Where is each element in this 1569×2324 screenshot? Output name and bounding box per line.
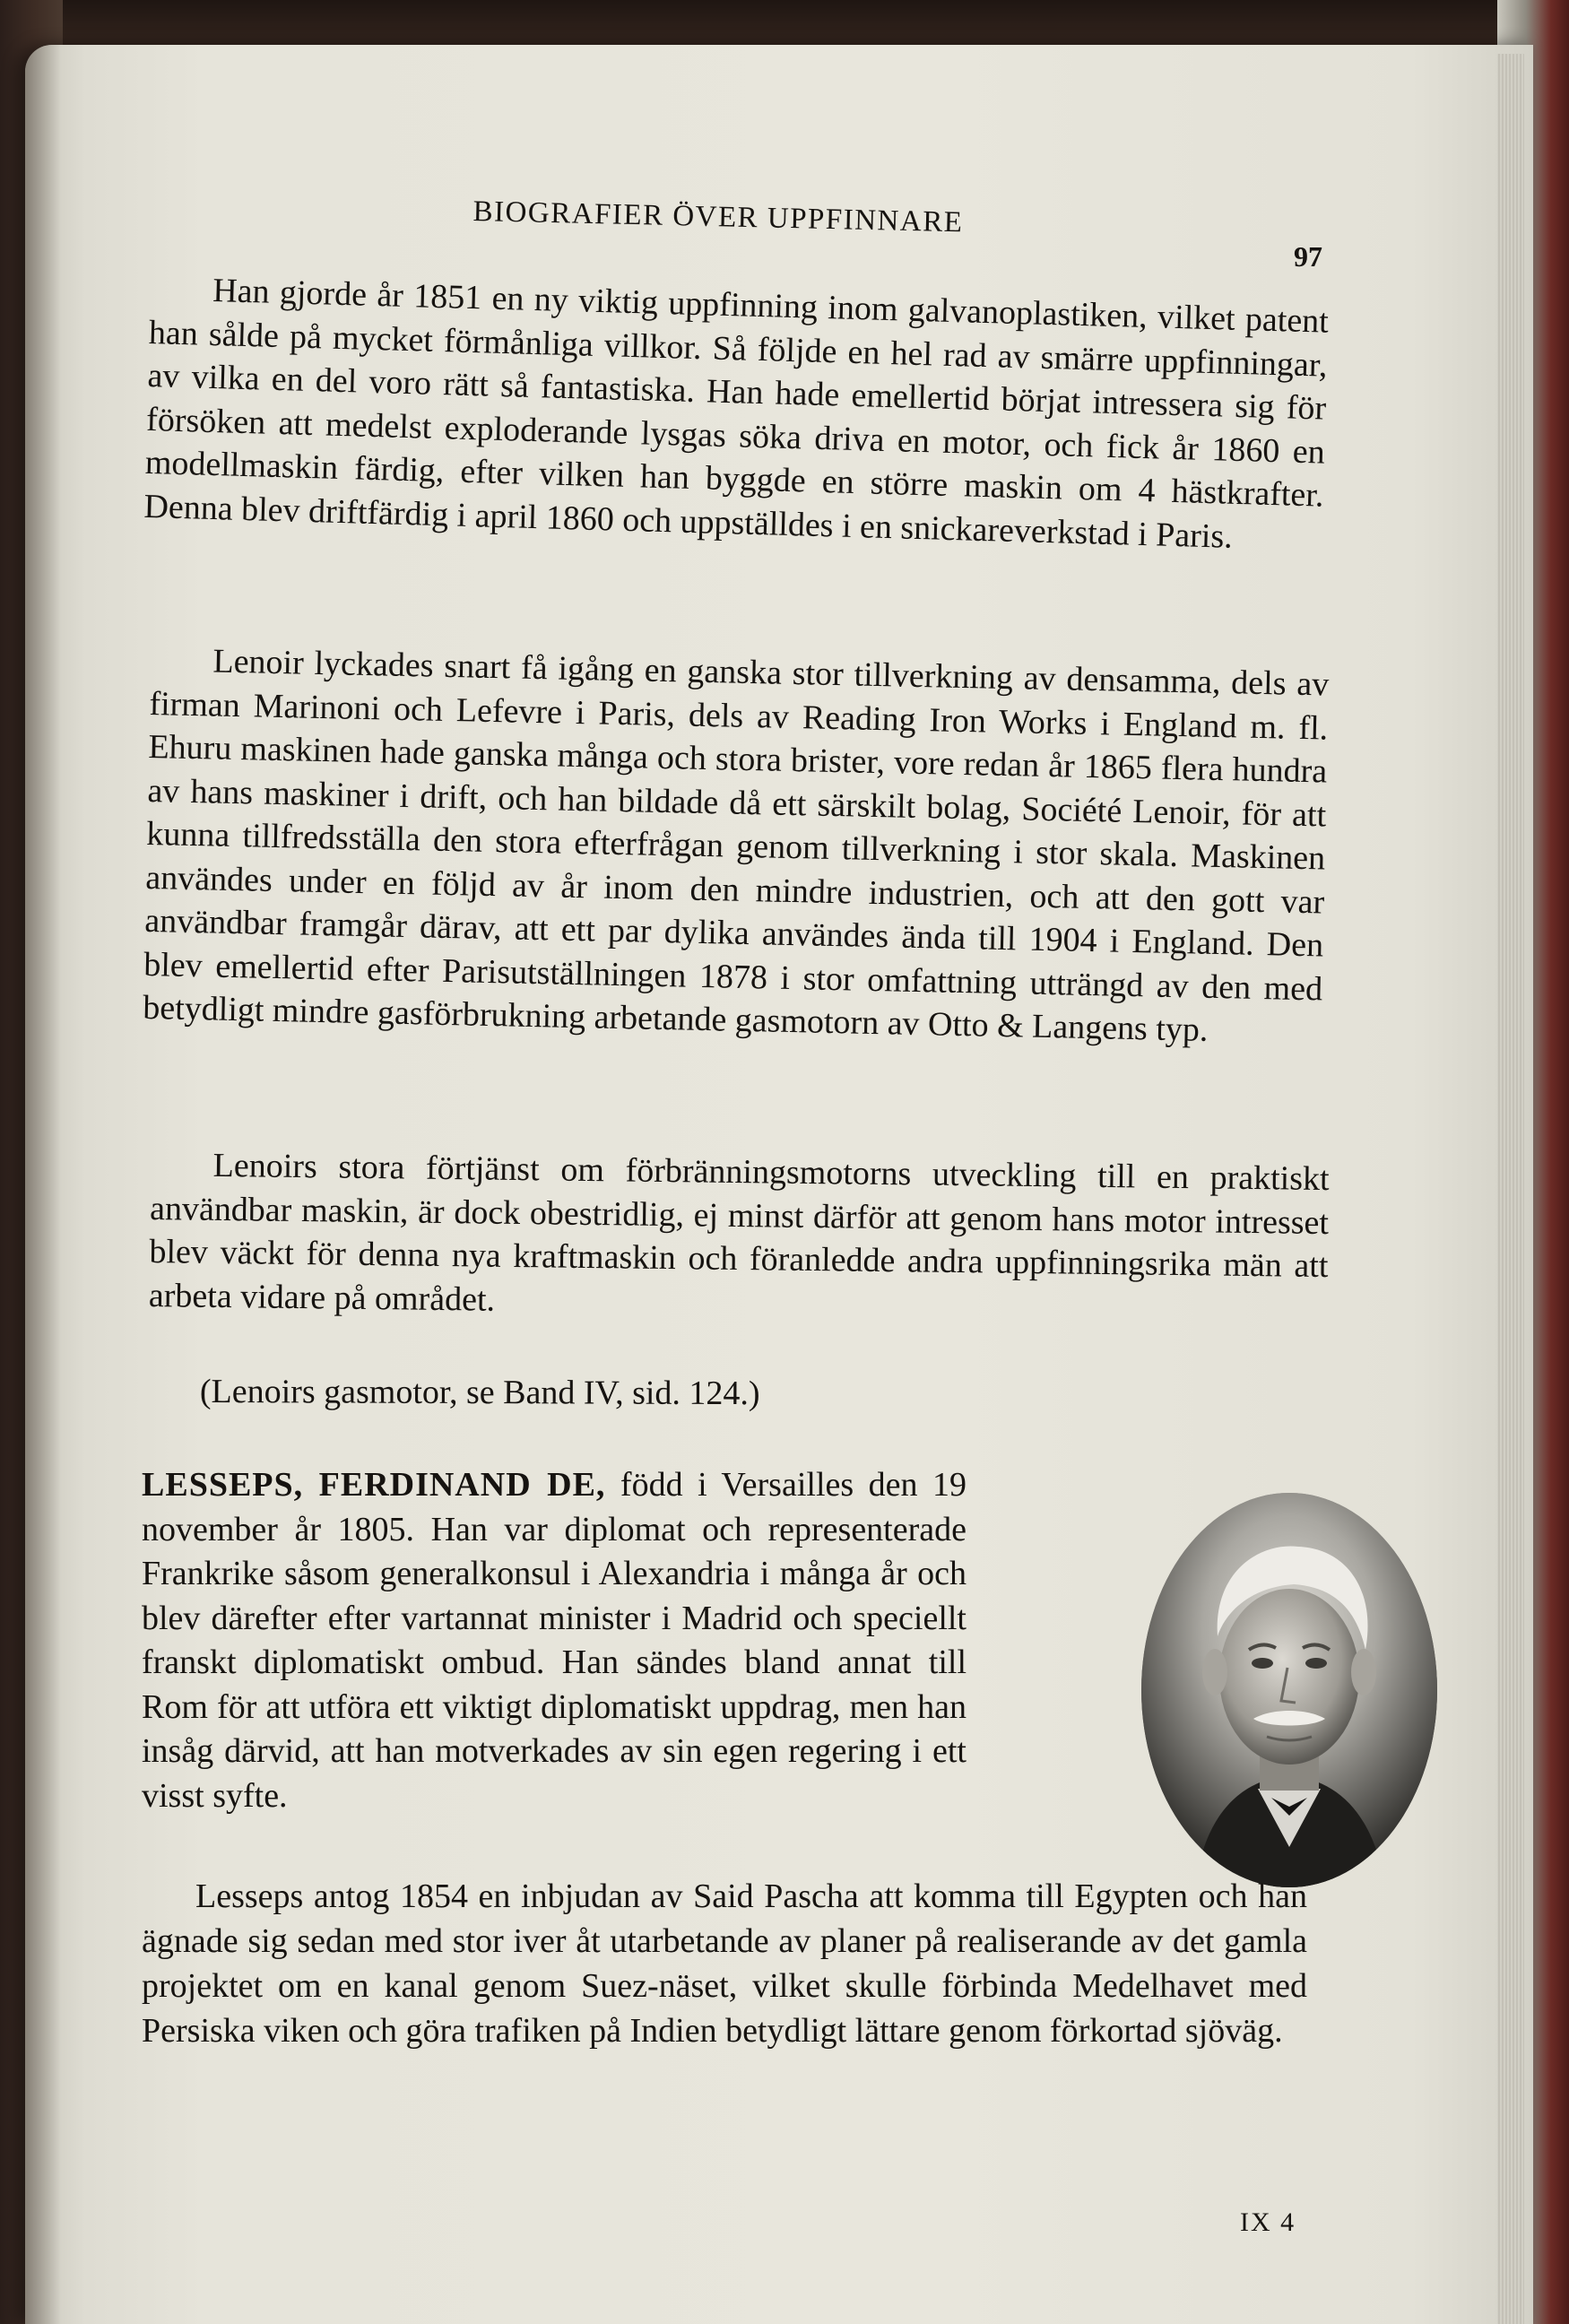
page-edges xyxy=(1497,54,1524,2324)
page-gutter-shadow xyxy=(25,45,61,2324)
portrait-illustration xyxy=(1141,1493,1437,1887)
page-content xyxy=(142,0,1334,2324)
portrait-image xyxy=(1141,1493,1437,1887)
biography-continuation xyxy=(142,1874,1307,2053)
paragraph: Han gjorde år 1851 en ny viktig uppfinning inom galvanoplastiken, vilket patent han sålde på mycket förmånliga villkor. Så följde en hel rad av smärre uppfinningar, av vilka en del voro rätt så fantastiska. Han hade emellertid börjat intressera sig för försöken att medelst exploderande lysgas söka driva en motor, och fick år 1860 en modellmaskin färdig, efter vilken han byggde en större maskin om 4 hästkrafter. Denna blev driftfärdig i april 1860 och uppställdes i en snickareverkstad i Paris. xyxy=(143,271,1330,556)
signature-mark: IX 4 xyxy=(1240,2207,1296,2237)
biography-entry xyxy=(142,1463,967,1818)
biography-continuation-text: Lesseps antog 1854 en inbjudan av Said Pascha att komma till Egypten och han ägnade sig sedan med stor iver åt utarbetande av planer på realiserande av det gamla projektet om en kanal genom Suez-näset, vilket skulle förbinda Medelhavet med Persiska viken och göra trafiken på Indien betydligt lättare genom förkortad sjöväg. xyxy=(142,1877,1307,2050)
biography-name: LESSEPS, FERDINAND DE, xyxy=(142,1466,606,1504)
paragraph: Lenoir lyckades snart få igång en ganska stor tillverkning av densamma, dels av firman Marinoni och Lefevre i Paris, dels av Reading Iron Works i England m. fl. Ehuru maskinen hade ganska många och stora brister, vore redan år 1865 flera hundra av hans maskiner i drift, och han bildade då ett särskilt bolag, Société Lenoir, för att kunna tillfredsställa den stora efterfrågan genom tillverkning i stor skala. Maskinen användes under en följd av år inom den mindre industrien, och att den gott var användbar framgår därav, att ett par dylika användes ända till 1904 i England. Den blev emellertid efter Parisutställningen 1878 i stor omfattning utträngd av den med betydligt mindre gasförbrukning arbetande gasmotorn av Otto & Langens typ. xyxy=(142,642,1330,1049)
running-header: BIOGRAFIER ÖVER UPPFINNARE xyxy=(472,195,964,239)
page-number: 97 xyxy=(1294,240,1322,273)
paragraph: Lenoirs stora förtjänst om förbränningsmotorns utveckling till en praktiskt användbar maskin, är dock obestridlig, ej minst därför att genom hans motor intresset blev väckt för denna nya kraftmaskin och föranledde andra uppfinningsrika män att arbeta vidare på området. xyxy=(148,1146,1330,1319)
reference-note: (Lenoirs gasmotor, se Band IV, sid. 124.) xyxy=(199,1373,760,1413)
biography-intro: född i Versailles den 19 november år 1805. Han var diplomat och representerade Frankrike såsom generalkonsul i Alexandria i många år och blev därefter efter vartannat minister i Madrid och speciellt franskt diplomatiskt ombud. Han sändes bland annat till Rom för att utföra ett viktigt diplomatiskt uppdrag, men han insåg därvid, att han motverkades av sin egen regering i ett visst syfte. xyxy=(142,1466,967,1815)
